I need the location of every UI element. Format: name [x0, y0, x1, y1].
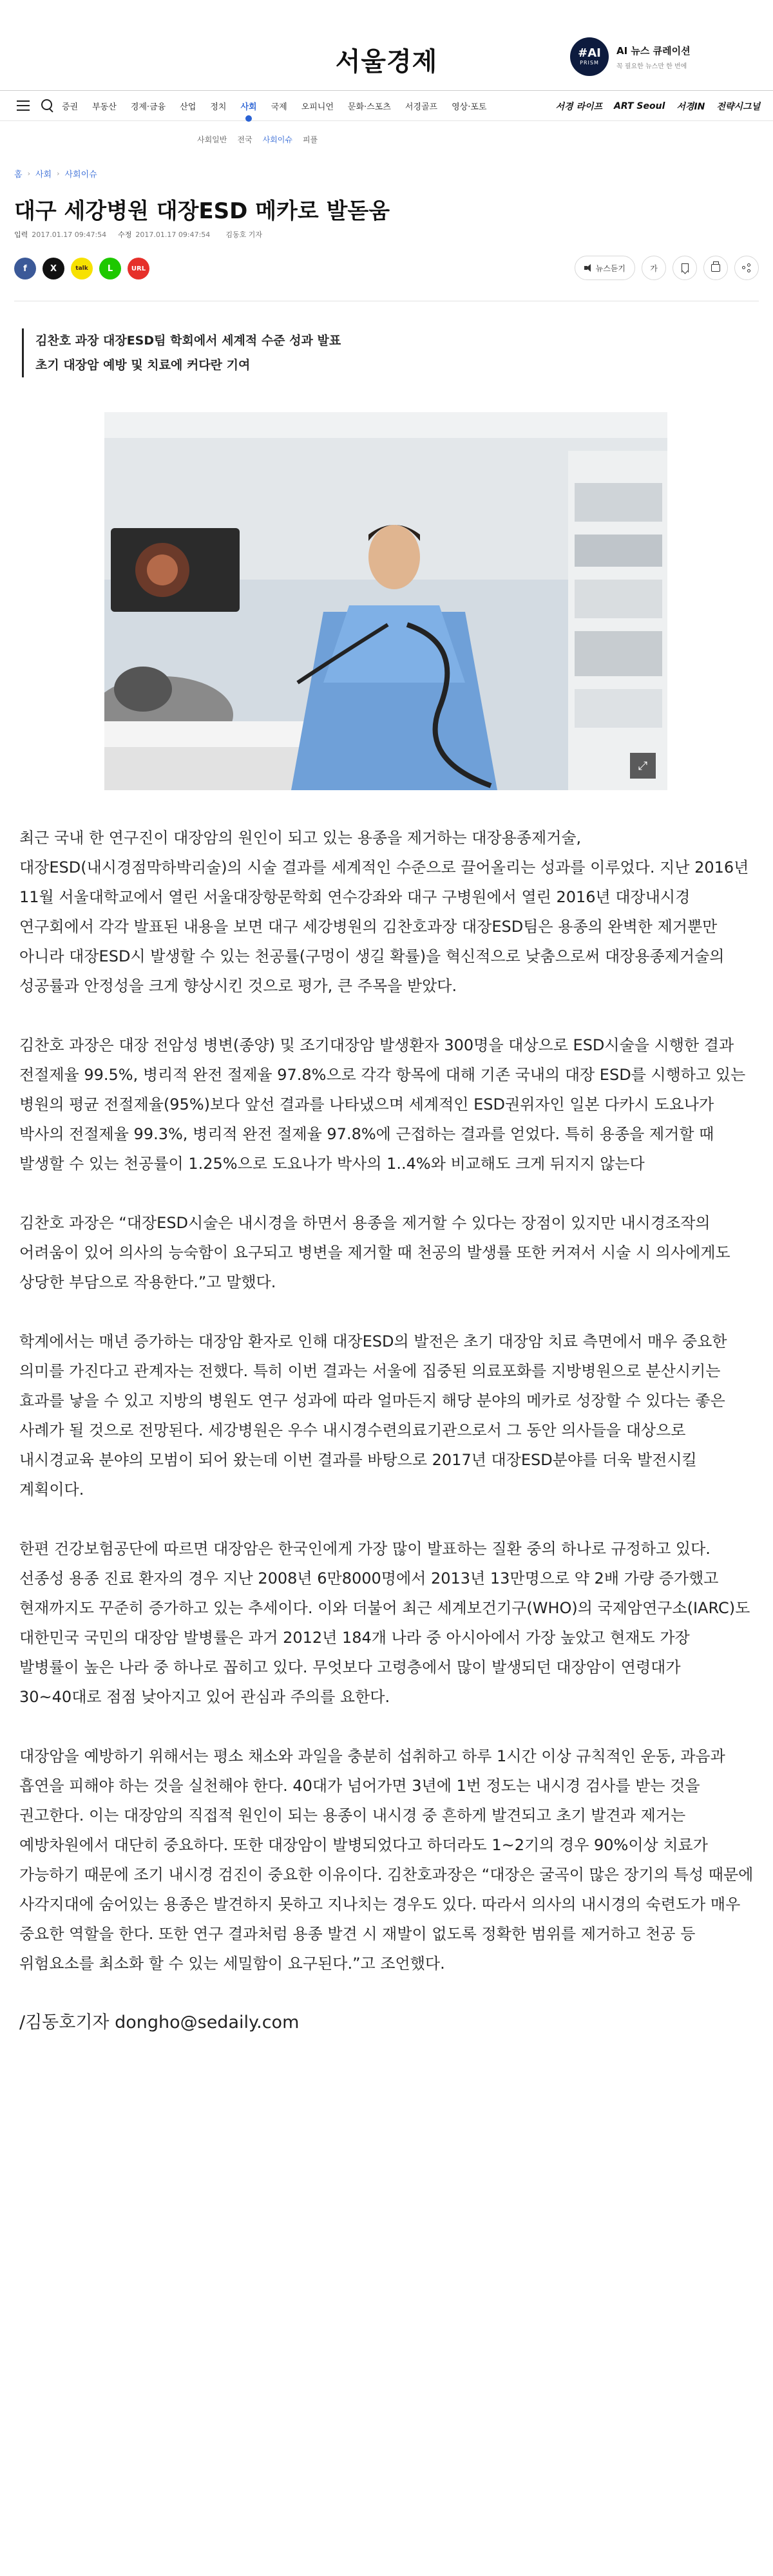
share-button[interactable]	[734, 256, 759, 280]
listen-news-button[interactable]	[575, 256, 635, 280]
site-logo[interactable]: 서울경제	[335, 46, 438, 77]
input-label: 입력	[14, 231, 28, 239]
paragraph: 최근 국내 한 연구진이 대장암의 원인이 되고 있는 용종을 제거하는 대장용종제거술, 대장ESD(내시경점막하박리술)의 시술 결과를 세계적인 수준으로 끌어올리는 성과를 이루었다. 지난 2016년 11월 서울대학교에서 열린 서울대장항문학회 연수강좌와 대구 구병원에서 열린 2016년 대장내시경 연구회에서 각각 발표된 내용을 보면 대구 세강병원의 김찬호과장 대장ESD팀은 용종의 완벽한 제거뿐만 아니라 대장ESD시 발생할 수 있는 천공률(구멍이 생길 확률)을 혁신적으로 낮춤으로써 대장용종제거술의 성공률과 안정성을 크게 향상시킨 것으로 평가, 큰 주목을 받았다.	[19, 829, 749, 995]
brand-life[interactable]: 서경 라이프	[555, 101, 603, 112]
reporter-byline: /김동호기자 dongho@sedaily.com	[19, 2012, 300, 2032]
share-icon	[742, 263, 751, 272]
nav-item-culture[interactable]: 문화·스포츠	[347, 102, 391, 112]
nav-item-realestate[interactable]: 부동산	[92, 102, 117, 112]
breadcrumb-home[interactable]: 홈	[14, 170, 23, 180]
paragraph: 한편 건강보험공단에 따르면 대장암은 한국인에게 가장 많이 발표하는 질환 중의 하나로 규정하고 있다. 선종성 용종 진료 환자의 경우 지난 2008년 6만8000명에서 2013년 13만명으로 약 2배 가량 증가했고 현재까지도 꾸준히 증가하고 있는 추세이다. 이와 더불어 최근 세계보건기구(WHO)의 국제암연구소(IARC)도 대한민국 국민의 대장암 발병률은 과거 2012년 184개 나라 중 아시아에서 가장 높았고 현재도 가장 발병률이 높은 나라 중 하나로 꼽히고 있다. 무엇보다 고령층에서 많이 발생되던 대장암이 연령대가 30~40대로 점점 낮아지고 있어 관심과 주의를 요한다.	[19, 1540, 750, 1706]
search-icon[interactable]	[41, 99, 54, 112]
breadcrumb-society[interactable]: 사회	[35, 170, 52, 180]
doctor-photo-illustration	[104, 412, 667, 790]
bookmark-icon	[682, 263, 689, 272]
article-title: 대구 세강병원 대장ESD 메카로 발돋움	[14, 198, 390, 224]
nav-items	[62, 91, 501, 121]
expand-photo-icon[interactable]: ⤢	[630, 753, 656, 779]
nav-item-industry[interactable]: 산업	[180, 102, 196, 112]
brand-signal[interactable]: 전략시그널	[716, 101, 760, 112]
nav-brands	[556, 91, 760, 121]
subtitle-line-1: 김찬호 과장 대장ESD팀 학회에서 세계적 수준 성과 발표	[35, 334, 341, 348]
share-buttons	[14, 258, 149, 279]
nav-item-international[interactable]: 국제	[271, 102, 287, 112]
nav-item-golf[interactable]: 서경골프	[405, 102, 438, 112]
breadcrumb	[14, 167, 97, 180]
chevron-right-icon: ›	[27, 169, 30, 178]
subnav-issue[interactable]: 사회이슈	[262, 135, 292, 144]
paragraph: 학계에서는 매년 증가하는 대장암 환자로 인해 대장ESD의 발전은 초기 대장암 치료 측면에서 매우 중요한 의미를 가진다고 관계자는 전했다. 특히 이번 결과는 서울에 집중된 의료포화를 지방병원으로 분산시키는 효과를 낳을 수 있고 지방의 병원도 연구 성과에 따라 얼마든지 해당 분야의 메카로 성장할 수 있다는 좋은 사례가 될 것으로 전망된다. 세강병원은 우수 내시경수련의료기관으로서 그 동안 의사들을 대상으로 내시경교육 분야의 모범이 되어 왔는데 이번 결과를 바탕으로 2017년 대장ESD분야를 더욱 발전시킬 계획이다.	[19, 1332, 727, 1499]
nav-item-opinion[interactable]: 오피니언	[301, 102, 334, 112]
print-button[interactable]	[703, 256, 728, 280]
chevron-right-icon: ›	[57, 169, 60, 178]
nav-item-video[interactable]: 영상·포토	[452, 102, 487, 112]
listen-label: 뉴스듣기	[595, 263, 625, 273]
print-icon	[711, 264, 720, 272]
nav-item-economy[interactable]: 경제·금융	[130, 102, 166, 112]
article-photo[interactable]	[104, 412, 667, 790]
brand-art[interactable]: ART Seoul	[614, 100, 665, 111]
edit-label: 수정	[118, 231, 132, 239]
article-subtitle	[22, 328, 341, 377]
article-meta	[14, 229, 262, 240]
brand-in[interactable]: 서경IN	[676, 101, 705, 112]
paragraph: 김찬호 과장은 대장 전암성 병변(종양) 및 조기대장암 발생환자 300명을 대상으로 ESD시술을 시행한 결과 전절제율 99.5%, 병리적 완전 절제율 97.8%으로 각각 항목에 대해 기존 국내의 대장 ESD를 시행하고 있는 병원의 평균 전절제율(95%)보다 앞선 결과를 나타냈으며 세계적인 ESD권위자인 일본 다카시 도요나가 박사의 전절제율 99.3%, 병리적 완전 절제율 97.8%에 근접하는 결과를 얻었다. 특히 용종을 제거할 때 발생할 수 있는 천공률이 1.25%으로 도요나가 박사의 1..4%와 비교해도 크게 뒤지지 않는다	[19, 1036, 746, 1173]
nav-item-stock[interactable]: 증권	[62, 102, 79, 112]
breadcrumb-issue[interactable]: 사회이슈	[64, 170, 97, 180]
url-copy-button[interactable]: URL	[128, 258, 149, 279]
menu-icon[interactable]	[17, 100, 30, 111]
edit-time: 2017.01.17 09:47:54	[135, 230, 211, 239]
paragraph: 대장암을 예방하기 위해서는 평소 채소와 과일을 충분히 섭취하고 하루 1시간 이상 규칙적인 운동, 과음과 흡연을 피해야 하는 것을 실천해야 한다. 40대가 넘어가면 3년에 1번 정도는 내시경 검사를 받는 것을 권고한다. 이는 대장암의 직접적 원인이 되는 용종이 내시경 중 흔하게 발견되고 초기 발견과 제거는 예방차원에서 대단히 중요하다. 또한 대장암이 발병되었다고 하더라도 1~2기의 경우 90%이상 치료가 가능하기 때문에 조기 내시경 검진이 중요한 이유이다. 김찬호과장은 “대장은 굴곡이 많은 장기의 특성 때문에 사각지대에 숨어있는 용종은 발견하지 못하고 지나치는 경우도 있다. 따라서 의사의 내시경의 숙련도가 매우 중요한 역할을 한다. 또한 연구 결과처럼 용종 발견 시 재발이 없도록 정확한 범위를 제거하고 천공 등 위험요소를 최소화 할 수 있는 세밀함이 요구된다.”고 조언했다.	[19, 1747, 754, 1973]
ai-prism-subtext: PRISM	[580, 60, 599, 66]
bookmark-button[interactable]	[673, 256, 697, 280]
facebook-share-button[interactable]: f	[14, 258, 36, 279]
ai-prism-icon	[570, 37, 609, 76]
ai-badge-subtitle: 꼭 필요한 뉴스만 한 번에	[616, 62, 687, 70]
paragraph: 김찬호 과장은 “대장ESD시술은 내시경을 하면서 용종을 제거할 수 있다는 장점이 있지만 내시경조작의 어려움이 있어 의사의 능숙함이 요구되고 병변을 제거할 때 천공의 발생률 또한 커져서 시술 시 의사에게도 상당한 부담으로 작용한다.”고 말했다.	[19, 1214, 730, 1291]
nav-item-society[interactable]: 사회	[240, 100, 256, 112]
nav-item-politics[interactable]: 정치	[210, 102, 227, 112]
subnav-people[interactable]: 피플	[302, 135, 318, 144]
ai-badge-title: AI 뉴스 큐레이션	[616, 44, 691, 57]
ai-curation-badge[interactable]	[570, 37, 691, 76]
subnav-national[interactable]: 전국	[237, 135, 253, 144]
site-header	[0, 0, 773, 80]
input-time: 2017.01.17 09:47:54	[32, 230, 107, 239]
subnav-general[interactable]: 사회일반	[197, 135, 227, 144]
article-tools	[575, 256, 759, 280]
author-name[interactable]: 김동호 기자	[225, 231, 262, 239]
subtitle-line-2: 초기 대장암 예방 및 치료에 커다란 기여	[35, 358, 251, 372]
x-share-button[interactable]: X	[43, 258, 64, 279]
speaker-icon	[584, 264, 592, 272]
line-share-button[interactable]: L	[99, 258, 121, 279]
kakaotalk-share-button[interactable]: talk	[71, 258, 93, 279]
main-nav	[0, 90, 773, 121]
ai-prism-text: #AI	[578, 46, 601, 60]
article-body	[19, 823, 754, 2038]
font-size-button[interactable]: 가	[642, 256, 666, 280]
sub-nav	[197, 134, 318, 145]
